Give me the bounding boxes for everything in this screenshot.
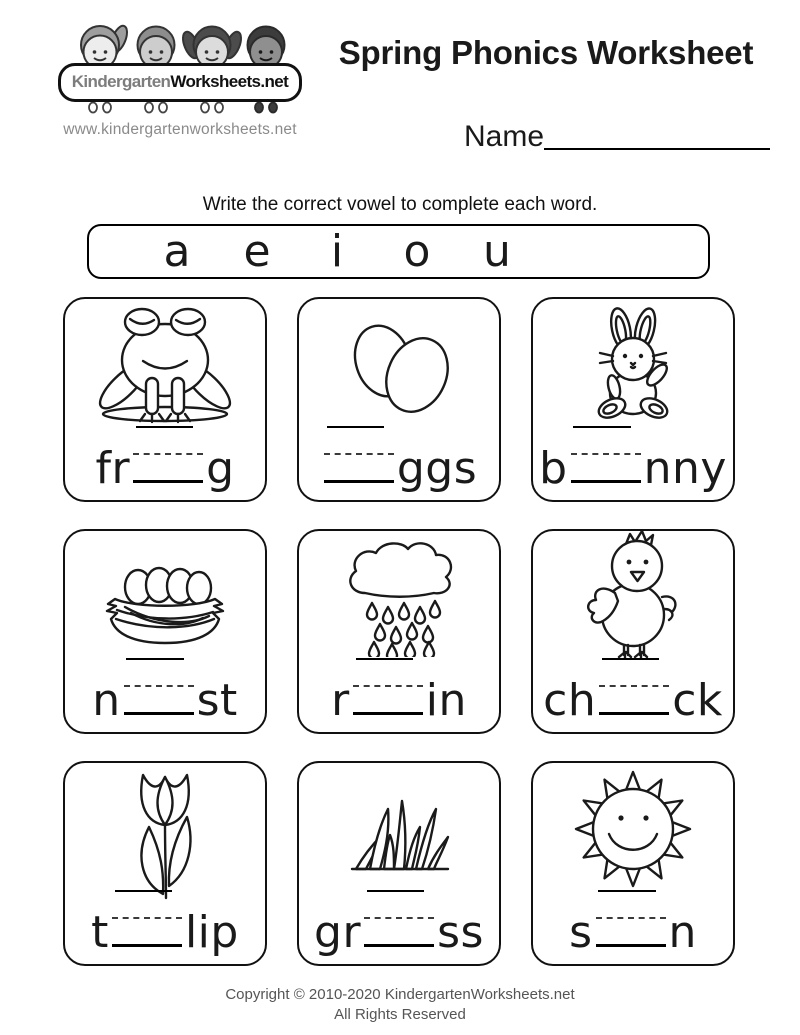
vowel-letter: e [243, 225, 271, 277]
word-prefix: gr [314, 907, 362, 958]
bunny-illustration [583, 307, 683, 423]
nest-illustration [99, 563, 231, 655]
vowel-bank [87, 224, 710, 279]
word-suffix: nny [643, 443, 727, 494]
word-prefix: s [569, 907, 593, 958]
answer-blank[interactable] [599, 658, 669, 715]
name-row [464, 120, 770, 154]
word-card [531, 761, 735, 966]
logo-sign [58, 63, 302, 102]
answer-blank[interactable] [112, 890, 182, 947]
word-prefix: n [92, 675, 121, 726]
word-suffix: st [196, 675, 238, 726]
answer-blank[interactable] [571, 426, 641, 483]
fill-in-word [65, 426, 265, 494]
word-prefix: r [331, 675, 350, 726]
brand-name-second: Worksheets.net [170, 72, 289, 91]
word-suffix: in [425, 675, 467, 726]
vowel-letter: a [163, 225, 191, 277]
site-logo [58, 12, 302, 139]
sun-illustration [573, 770, 693, 888]
word-prefix: ch [543, 675, 597, 726]
word-card [531, 529, 735, 734]
kids-feet-illustration [60, 101, 300, 114]
fill-in-word [65, 658, 265, 726]
word-card-grid [63, 297, 735, 966]
word-suffix: ss [437, 907, 484, 958]
page-title: Spring Phonics Worksheet [338, 34, 754, 71]
word-card [297, 761, 501, 966]
fill-in-word [299, 890, 499, 958]
site-url[interactable]: www.kindergartenworksheets.net [63, 121, 297, 138]
answer-blank[interactable] [364, 890, 434, 947]
rain-illustration [336, 537, 462, 657]
word-prefix: fr [95, 443, 131, 494]
eggs-illustration [337, 317, 461, 417]
word-suffix: ck [672, 675, 723, 726]
answer-blank[interactable] [324, 426, 394, 483]
word-suffix: ggs [396, 443, 478, 494]
tulip-illustration [124, 767, 206, 900]
fill-in-word [533, 890, 733, 958]
fill-in-word [299, 658, 499, 726]
copyright-text: Copyright © 2010-2020 KindergartenWorksheets.net [225, 986, 575, 1003]
word-suffix: g [206, 443, 235, 494]
word-suffix: n [668, 907, 697, 958]
word-card [297, 529, 501, 734]
instruction-text: Write the correct vowel to complete each word. [202, 194, 598, 215]
word-prefix: t [91, 907, 109, 958]
word-card [63, 529, 267, 734]
word-prefix: b [539, 443, 568, 494]
answer-blank[interactable] [353, 658, 423, 715]
fill-in-word [533, 658, 733, 726]
footer [0, 985, 800, 1026]
fill-in-word [299, 426, 499, 494]
word-suffix: lip [184, 907, 239, 958]
fill-in-word [65, 890, 265, 958]
answer-blank[interactable] [133, 426, 203, 483]
brand-name-first: Kindergarten [71, 72, 171, 91]
vowel-letter: u [483, 225, 511, 277]
word-card [297, 297, 501, 502]
word-card [531, 297, 735, 502]
vowel-letter: i [330, 225, 344, 277]
answer-blank[interactable] [124, 658, 194, 715]
name-write-line[interactable] [544, 147, 770, 150]
rights-text: All Rights Reserved [334, 1006, 466, 1024]
name-label: Name [464, 120, 545, 153]
grass-illustration [343, 785, 455, 873]
fill-in-word [533, 426, 733, 494]
word-card [63, 761, 267, 966]
answer-blank[interactable] [596, 890, 666, 947]
frog-illustration [94, 306, 236, 428]
word-card [63, 297, 267, 502]
chick-illustration [579, 531, 687, 658]
vowel-letter: o [403, 225, 431, 277]
